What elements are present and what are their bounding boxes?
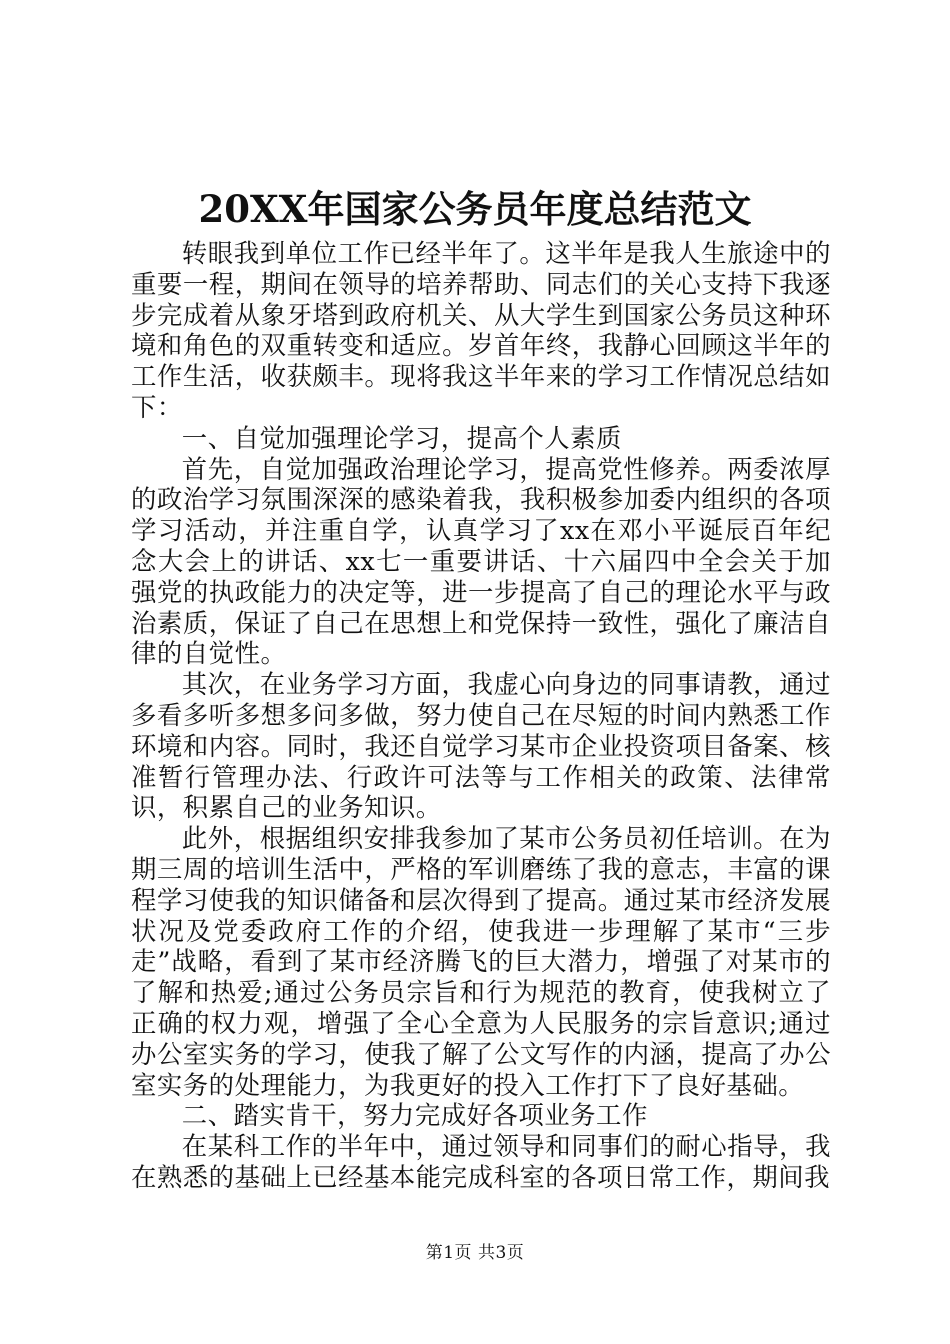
- paragraph-business-study: 其次，在业务学习方面，我虚心向身边的同事请教，通过多看多听多想多问多做，努力使自己在尽短的时间内熟悉工作环境和内容。同时，我还自觉学习某市企业投资项目备案、核准暂行管理办法、行政许可法等与工作相关的政策、法律常识，积累自己的业务知识。: [131, 669, 831, 823]
- section-heading-work: 二、踏实肯干，努力完成好各项业务工作: [181, 1100, 648, 1131]
- intro-paragraph: 转眼我到单位工作已经半年了。这半年是我人生旅途中的重要一程，期间在领导的培养帮助、同志们的关心支持下我逐步完成着从象牙塔到政府机关、从大学生到国家公务员这种环境和角色的双重转变和适应。岁首年终，我静心回顾这半年的工作生活，收获颇丰。现将我这半年来的学习工作情况总结如下：: [131, 238, 831, 422]
- document-title: 20XX年国家公务员年度总结范文: [198, 187, 752, 231]
- page-number-footer: 第1页 共3页: [425, 1243, 525, 1263]
- paragraph-work: 在某科工作的半年中，通过领导和同事们的耐心指导，我在熟悉的基础上已经基本能完成科室的各项日常工作，期间我: [131, 1131, 831, 1192]
- document-body: [131, 238, 831, 1193]
- paragraph-political-study: 首先，自觉加强政治理论学习，提高党性修养。两委浓厚的政治学习氛围深深的感染着我，我积极参加委内组织的各项学习活动，并注重自学，认真学习了xx在邓小平诞辰百年纪念大会上的讲话、xx七一重要讲话、十六届四中全会关于加强党的执政能力的决定等，进一步提高了自己的理论水平与政治素质，保证了自己在思想上和党保持一致性，强化了廉洁自律的自觉性。: [131, 453, 831, 669]
- paragraph-training: 此外，根据组织安排我参加了某市公务员初任培训。在为期三周的培训生活中，严格的军训磨练了我的意志，丰富的课程学习使我的知识储备和层次得到了提高。通过某市经济发展状况及党委政府工作的介绍，使我进一步理解了某市“三步走”战略，看到了某市经济腾飞的巨大潜力，增强了对某市的了解和热爱;通过公务员宗旨和行为规范的教育，使我树立了正确的权力观，增强了全心全意为人民服务的宗旨意识;通过办公室实务的学习，使我了解了公文写作的内涵，提高了办公室实务的处理能力，为我更好的投入工作打下了良好基础。: [131, 823, 831, 1100]
- section-heading-theory-study: 一、自觉加强理论学习，提高个人素质: [181, 422, 622, 453]
